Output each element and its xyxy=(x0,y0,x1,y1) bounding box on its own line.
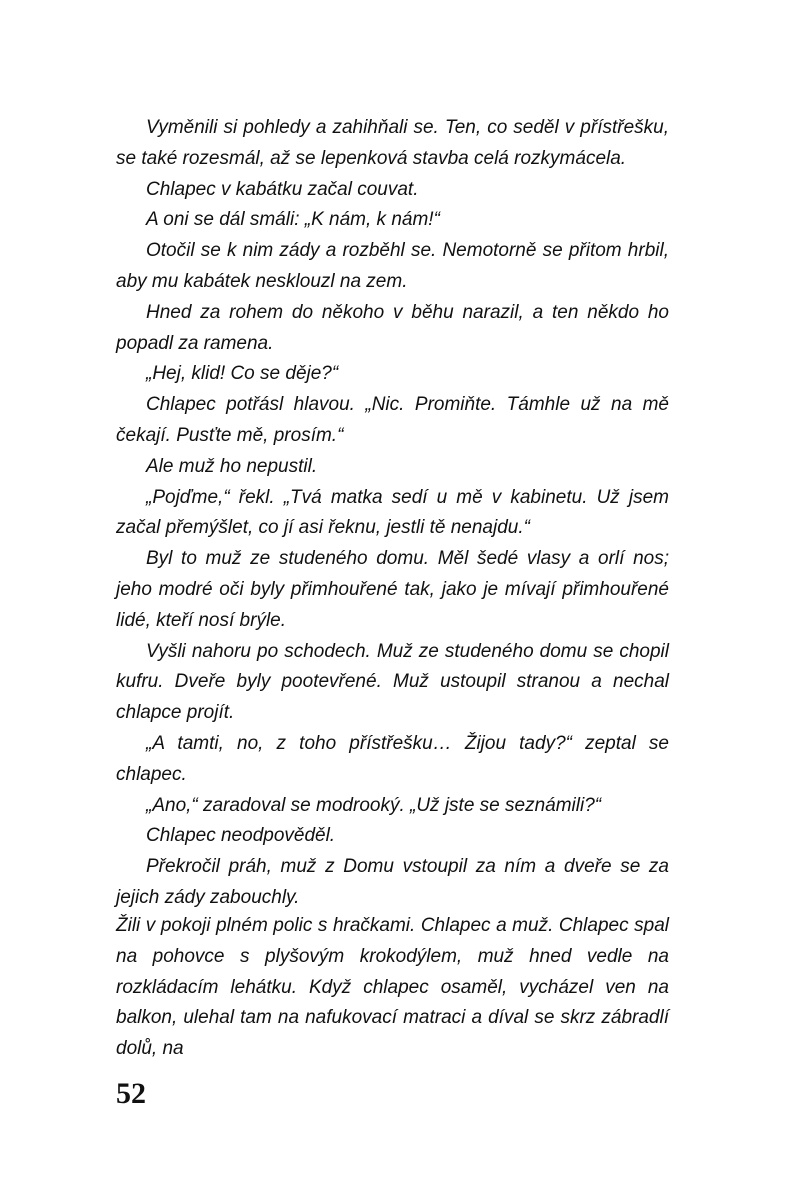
paragraph: „Ano,“ zaradoval se modrooký. „Už jste se seznámili?“ xyxy=(146,794,602,816)
paragraph: Ale muž ho nepustil. xyxy=(146,455,318,477)
main-text-section xyxy=(116,113,669,914)
paragraph: Chlapec neodpověděl. xyxy=(146,825,336,847)
paragraph: Vyměnili si pohledy a zahihňali se. Ten, co seděl v přístřešku, se také rozesmál, až se lepenková stavba celá rozkymácela. xyxy=(116,117,669,169)
paragraph: „A tamti, no, z toho přístřešku… Žijou tady?“ zeptal se chlapec. xyxy=(116,732,669,785)
paragraph: „Pojďme,“ řekl. „Tvá matka sedí u mě v kabinetu. Už jsem začal přemýšlet, co jí asi řeknu, jestli tě nenajdu.“ xyxy=(116,486,669,539)
paragraph: Překročil práh, muž z Domu vstoupil za ním a dveře se za jejich zády zabouchly. xyxy=(116,856,669,908)
paragraph: Otočil se k nim zády a rozběhl se. Nemotorně se přitom hrbil, aby mu kabátek nesklouzl na zem. xyxy=(116,240,669,292)
new-section-text xyxy=(116,911,669,1065)
paragraph: A oni se dál smáli: „K nám, k nám!“ xyxy=(146,209,440,231)
paragraph: Chlapec potřásl hlavou. „Nic. Promiňte. Támhle už na mě čekají. Pusťte mě, prosím.“ xyxy=(116,394,669,446)
page-number: 52 xyxy=(116,1077,146,1110)
paragraph: Chlapec v kabátku začal couvat. xyxy=(146,178,419,200)
paragraph: Byl to muž ze studeného domu. Měl šedé vlasy a orlí nos; jeho modré oči byly přimhouřené tak, jako je mívají přimhouřené lidé, kteří nosí brýle. xyxy=(116,548,669,631)
paragraph: Vyšli nahoru po schodech. Muž ze studeného domu se chopil kufru. Dveře byly pootevřené. Muž ustoupil stranou a nechal chlapce projít. xyxy=(116,640,669,724)
paragraph: Hned za rohem do někoho v běhu narazil, a ten někdo ho popadl za ramena. xyxy=(116,301,669,354)
paragraph: „Hej, klid! Co se děje?“ xyxy=(146,363,339,385)
paragraph: Žili v pokoji plném polic s hračkami. Chlapec a muž. Chlapec spal na pohovce s plyšovým krokodýlem, muž hned vedle na rozkládacím lehátku. Když chlapec osaměl, vycházel ven na balkon, ulehal tam na nafukovací matraci a díval se skrz zábradlí dolů, na xyxy=(116,915,669,1060)
